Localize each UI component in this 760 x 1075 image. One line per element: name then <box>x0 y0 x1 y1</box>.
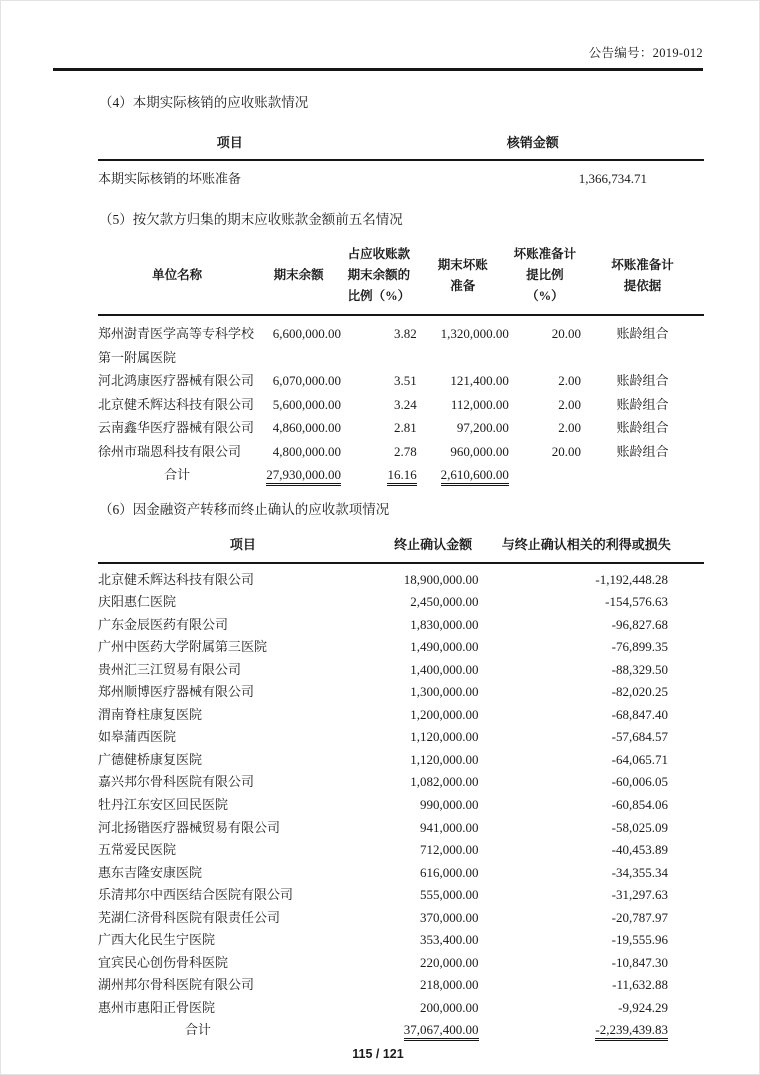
gain-loss-cell: -19,555.96 <box>611 932 668 948</box>
item-name-cell: 广西大化民生宁医院 <box>98 932 216 948</box>
total-balance-cell: 27,930,000.00 <box>256 463 341 487</box>
item-name-cell: 庆阳惠仁医院 <box>98 594 177 610</box>
gain-loss-cell: -34,355.34 <box>611 864 668 880</box>
item-name-cell: 贵州汇三江贸易有限公司 <box>98 661 242 677</box>
amount-cell: 616,000.00 <box>420 864 479 880</box>
unit-name-cell: 河北鸿康医疗器械有限公司 <box>98 373 255 388</box>
amount-cell: 1,120,000.00 <box>410 751 479 767</box>
gain-loss-cell: -58,025.09 <box>611 819 668 835</box>
table-row <box>98 704 704 727</box>
amount-cell: 1,120,000.00 <box>410 729 479 745</box>
gain-loss-cell: -9,924.29 <box>618 999 668 1015</box>
item-name-cell: 郑州顺博医疗器械有限公司 <box>98 684 255 700</box>
table-row <box>98 416 704 440</box>
section5-title: （5）按欠款方归集的期末应收账款金额前五名情况 <box>99 212 403 227</box>
table-row <box>98 839 704 862</box>
gain-loss-cell: -68,847.40 <box>611 706 668 722</box>
column-header-ratio: 占应收账款期末余额的比例（%） <box>347 247 411 303</box>
item-name-cell: 惠州市惠阳正骨医院 <box>98 999 216 1015</box>
gain-loss-cell: -88,329.50 <box>611 661 668 677</box>
column-header-writeoff-amount: 核销金额 <box>506 135 559 150</box>
unit-name-cell: 徐州市瑞恩科技有限公司 <box>98 443 242 459</box>
table-row <box>98 974 704 997</box>
provision-ratio-cell: 2.00 <box>558 396 581 412</box>
empty-cell <box>509 463 581 487</box>
column-header-unit-name: 单位名称 <box>152 268 203 282</box>
provision-ratio-cell: 20.00 <box>551 326 581 341</box>
amount-cell: 200,000.00 <box>420 999 479 1015</box>
column-header-provision-ratio: 坏账准备计提比例（%） <box>513 247 577 303</box>
section4-title: （4）本期实际核销的应收账款情况 <box>99 95 309 110</box>
amount-cell: 1,366,734.71 <box>578 171 647 186</box>
item-name-cell: 广德健桥康复医院 <box>98 751 203 767</box>
table-row <box>98 862 704 885</box>
item-name-cell: 惠东吉隆安康医院 <box>98 864 203 880</box>
basis-cell: 账龄组合 <box>616 420 669 435</box>
table-row <box>98 907 704 930</box>
column-header-ending-balance: 期末余额 <box>273 268 324 282</box>
item-name-cell: 五常爱民医院 <box>98 842 177 858</box>
table-row <box>98 997 704 1020</box>
ratio-cell: 3.24 <box>393 396 417 412</box>
table-row <box>98 591 704 614</box>
unit-name-cell: 云南鑫华医疗器械有限公司 <box>98 420 255 435</box>
amount-cell: 2,450,000.00 <box>410 594 479 610</box>
amount-cell: 555,000.00 <box>420 887 479 903</box>
empty-cell <box>581 463 704 487</box>
item-name-cell: 嘉兴邦尔骨科医院有限公司 <box>98 774 255 790</box>
total-label: 合计 <box>184 1022 211 1038</box>
table-row <box>98 322 704 369</box>
gain-loss-cell: -20,787.97 <box>611 909 668 925</box>
column-header-provision-basis: 坏账准备计提依据 <box>611 257 674 293</box>
table-row <box>98 929 704 952</box>
table-row <box>98 794 704 817</box>
gain-loss-cell: -96,827.68 <box>611 616 668 632</box>
table-row <box>98 569 704 592</box>
column-header-item: 项目 <box>229 536 256 552</box>
table-header-row <box>98 529 704 564</box>
item-name-cell: 广东金辰医药有限公司 <box>98 616 229 632</box>
item-name-cell: 芜湖仁济骨科医院有限责任公司 <box>98 909 281 925</box>
gain-loss-cell: -10,847.30 <box>611 954 668 970</box>
item-name-cell: 牡丹江东安区回民医院 <box>98 796 229 812</box>
provision-cell: 1,320,000.00 <box>440 326 509 341</box>
unit-name-cell: 北京健禾辉达科技有限公司 <box>98 396 255 412</box>
section4-table <box>98 125 704 194</box>
gain-loss-cell: -31,297.63 <box>611 887 668 903</box>
provision-cell: 121,400.00 <box>450 373 509 388</box>
total-row <box>98 463 704 487</box>
table-header-row <box>98 125 704 161</box>
gain-loss-cell: -60,854.06 <box>611 796 668 812</box>
table-row <box>98 393 704 417</box>
amount-cell: 990,000.00 <box>420 796 479 812</box>
total-gain-loss-cell: -2,239,439.83 <box>479 1019 704 1042</box>
total-ratio-cell: 16.16 <box>341 463 417 487</box>
provision-ratio-cell: 2.00 <box>558 420 581 435</box>
item-name-cell: 北京健禾辉达科技有限公司 <box>98 571 255 587</box>
item-name-cell: 如皋蒲西医院 <box>98 729 177 745</box>
ratio-cell: 3.51 <box>393 373 417 388</box>
table-row <box>98 440 704 464</box>
item-cell: 本期实际核销的坏账准备 <box>98 171 242 186</box>
basis-cell: 账龄组合 <box>616 443 669 459</box>
provision-ratio-cell: 20.00 <box>551 443 581 459</box>
item-name-cell: 宜宾民心创伤骨科医院 <box>98 954 229 970</box>
doc-number: 公告编号：2019-012 <box>588 46 703 60</box>
basis-cell: 账龄组合 <box>616 326 669 341</box>
item-name-cell: 湖州邦尔骨科医院有限公司 <box>98 977 255 993</box>
amount-cell: 1,830,000.00 <box>410 616 479 632</box>
amount-cell: 1,200,000.00 <box>410 706 479 722</box>
total-amount-cell: 37,067,400.00 <box>388 1019 479 1042</box>
provision-ratio-cell: 2.00 <box>558 373 581 388</box>
provision-cell: 112,000.00 <box>450 396 509 412</box>
section6-title: （6）因金融资产转移而终止确认的应收款项情况 <box>99 501 390 517</box>
gain-loss-cell: -57,684.57 <box>611 729 668 745</box>
provision-cell: 960,000.00 <box>450 443 509 459</box>
table-header-row <box>98 238 704 316</box>
table-row <box>98 636 704 659</box>
column-header-baddebt-provision: 期末坏账准备 <box>437 257 488 293</box>
table-row <box>98 659 704 682</box>
ratio-cell: 3.82 <box>393 326 417 341</box>
column-header-item: 项目 <box>216 135 243 150</box>
table-row <box>98 726 704 749</box>
amount-cell: 220,000.00 <box>420 954 479 970</box>
table-row <box>98 161 704 194</box>
item-name-cell: 渭南脊柱康复医院 <box>98 706 203 722</box>
total-provision-cell: 2,610,600.00 <box>417 463 509 487</box>
ratio-cell: 2.78 <box>393 443 417 459</box>
amount-cell: 1,082,000.00 <box>410 774 479 790</box>
amount-cell: 370,000.00 <box>420 909 479 925</box>
amount-cell: 941,000.00 <box>420 819 479 835</box>
total-row <box>98 1019 704 1042</box>
header-divider <box>53 68 703 71</box>
item-name-cell: 乐清邦尔中西医结合医院有限公司 <box>98 887 294 903</box>
gain-loss-cell: -60,006.05 <box>611 774 668 790</box>
table-row <box>98 749 704 772</box>
table-row <box>98 817 704 840</box>
gain-loss-cell: -1,192,448.28 <box>595 571 668 587</box>
column-header-derecognized-amount: 终止确认金额 <box>394 536 473 552</box>
table-row <box>98 884 704 907</box>
ratio-cell: 2.81 <box>393 420 417 435</box>
balance-cell: 6,600,000.00 <box>272 326 341 341</box>
amount-cell: 1,490,000.00 <box>410 639 479 655</box>
amount-cell: 218,000.00 <box>420 977 479 993</box>
balance-cell: 4,860,000.00 <box>272 420 341 435</box>
total-label: 合计 <box>164 467 191 482</box>
amount-cell: 18,900,000.00 <box>403 571 479 587</box>
balance-cell: 4,800,000.00 <box>272 443 341 459</box>
gain-loss-cell: -76,899.35 <box>611 639 668 655</box>
column-header-gain-loss: 与终止确认相关的利得或损失 <box>501 536 671 552</box>
basis-cell: 账龄组合 <box>616 373 669 388</box>
unit-name-cell: 郑州澍青医学高等专科学校第一附属医院 <box>98 326 255 365</box>
provision-cell: 97,200.00 <box>456 420 509 435</box>
balance-cell: 5,600,000.00 <box>272 396 341 412</box>
table-row <box>98 771 704 794</box>
amount-cell: 1,400,000.00 <box>410 661 479 677</box>
basis-cell: 账龄组合 <box>616 396 669 412</box>
item-name-cell: 广州中医药大学附属第三医院 <box>98 639 268 655</box>
balance-cell: 6,070,000.00 <box>272 373 341 388</box>
item-name-cell: 河北扬锴医疗器械贸易有限公司 <box>98 819 281 835</box>
gain-loss-cell: -11,632.88 <box>612 977 668 993</box>
gain-loss-cell: -154,576.63 <box>605 594 668 610</box>
table-row <box>98 369 704 393</box>
gain-loss-cell: -64,065.71 <box>611 751 668 767</box>
amount-cell: 1,300,000.00 <box>410 684 479 700</box>
table-row <box>98 952 704 975</box>
table-row <box>98 681 704 704</box>
amount-cell: 353,400.00 <box>420 932 479 948</box>
gain-loss-cell: -82,020.25 <box>611 684 668 700</box>
amount-cell: 712,000.00 <box>420 842 479 858</box>
section5-table <box>98 238 704 487</box>
table-row <box>98 614 704 637</box>
section6-table <box>98 529 704 1042</box>
page-number: 115 / 121 <box>352 1046 404 1061</box>
gain-loss-cell: -40,453.89 <box>611 842 668 858</box>
